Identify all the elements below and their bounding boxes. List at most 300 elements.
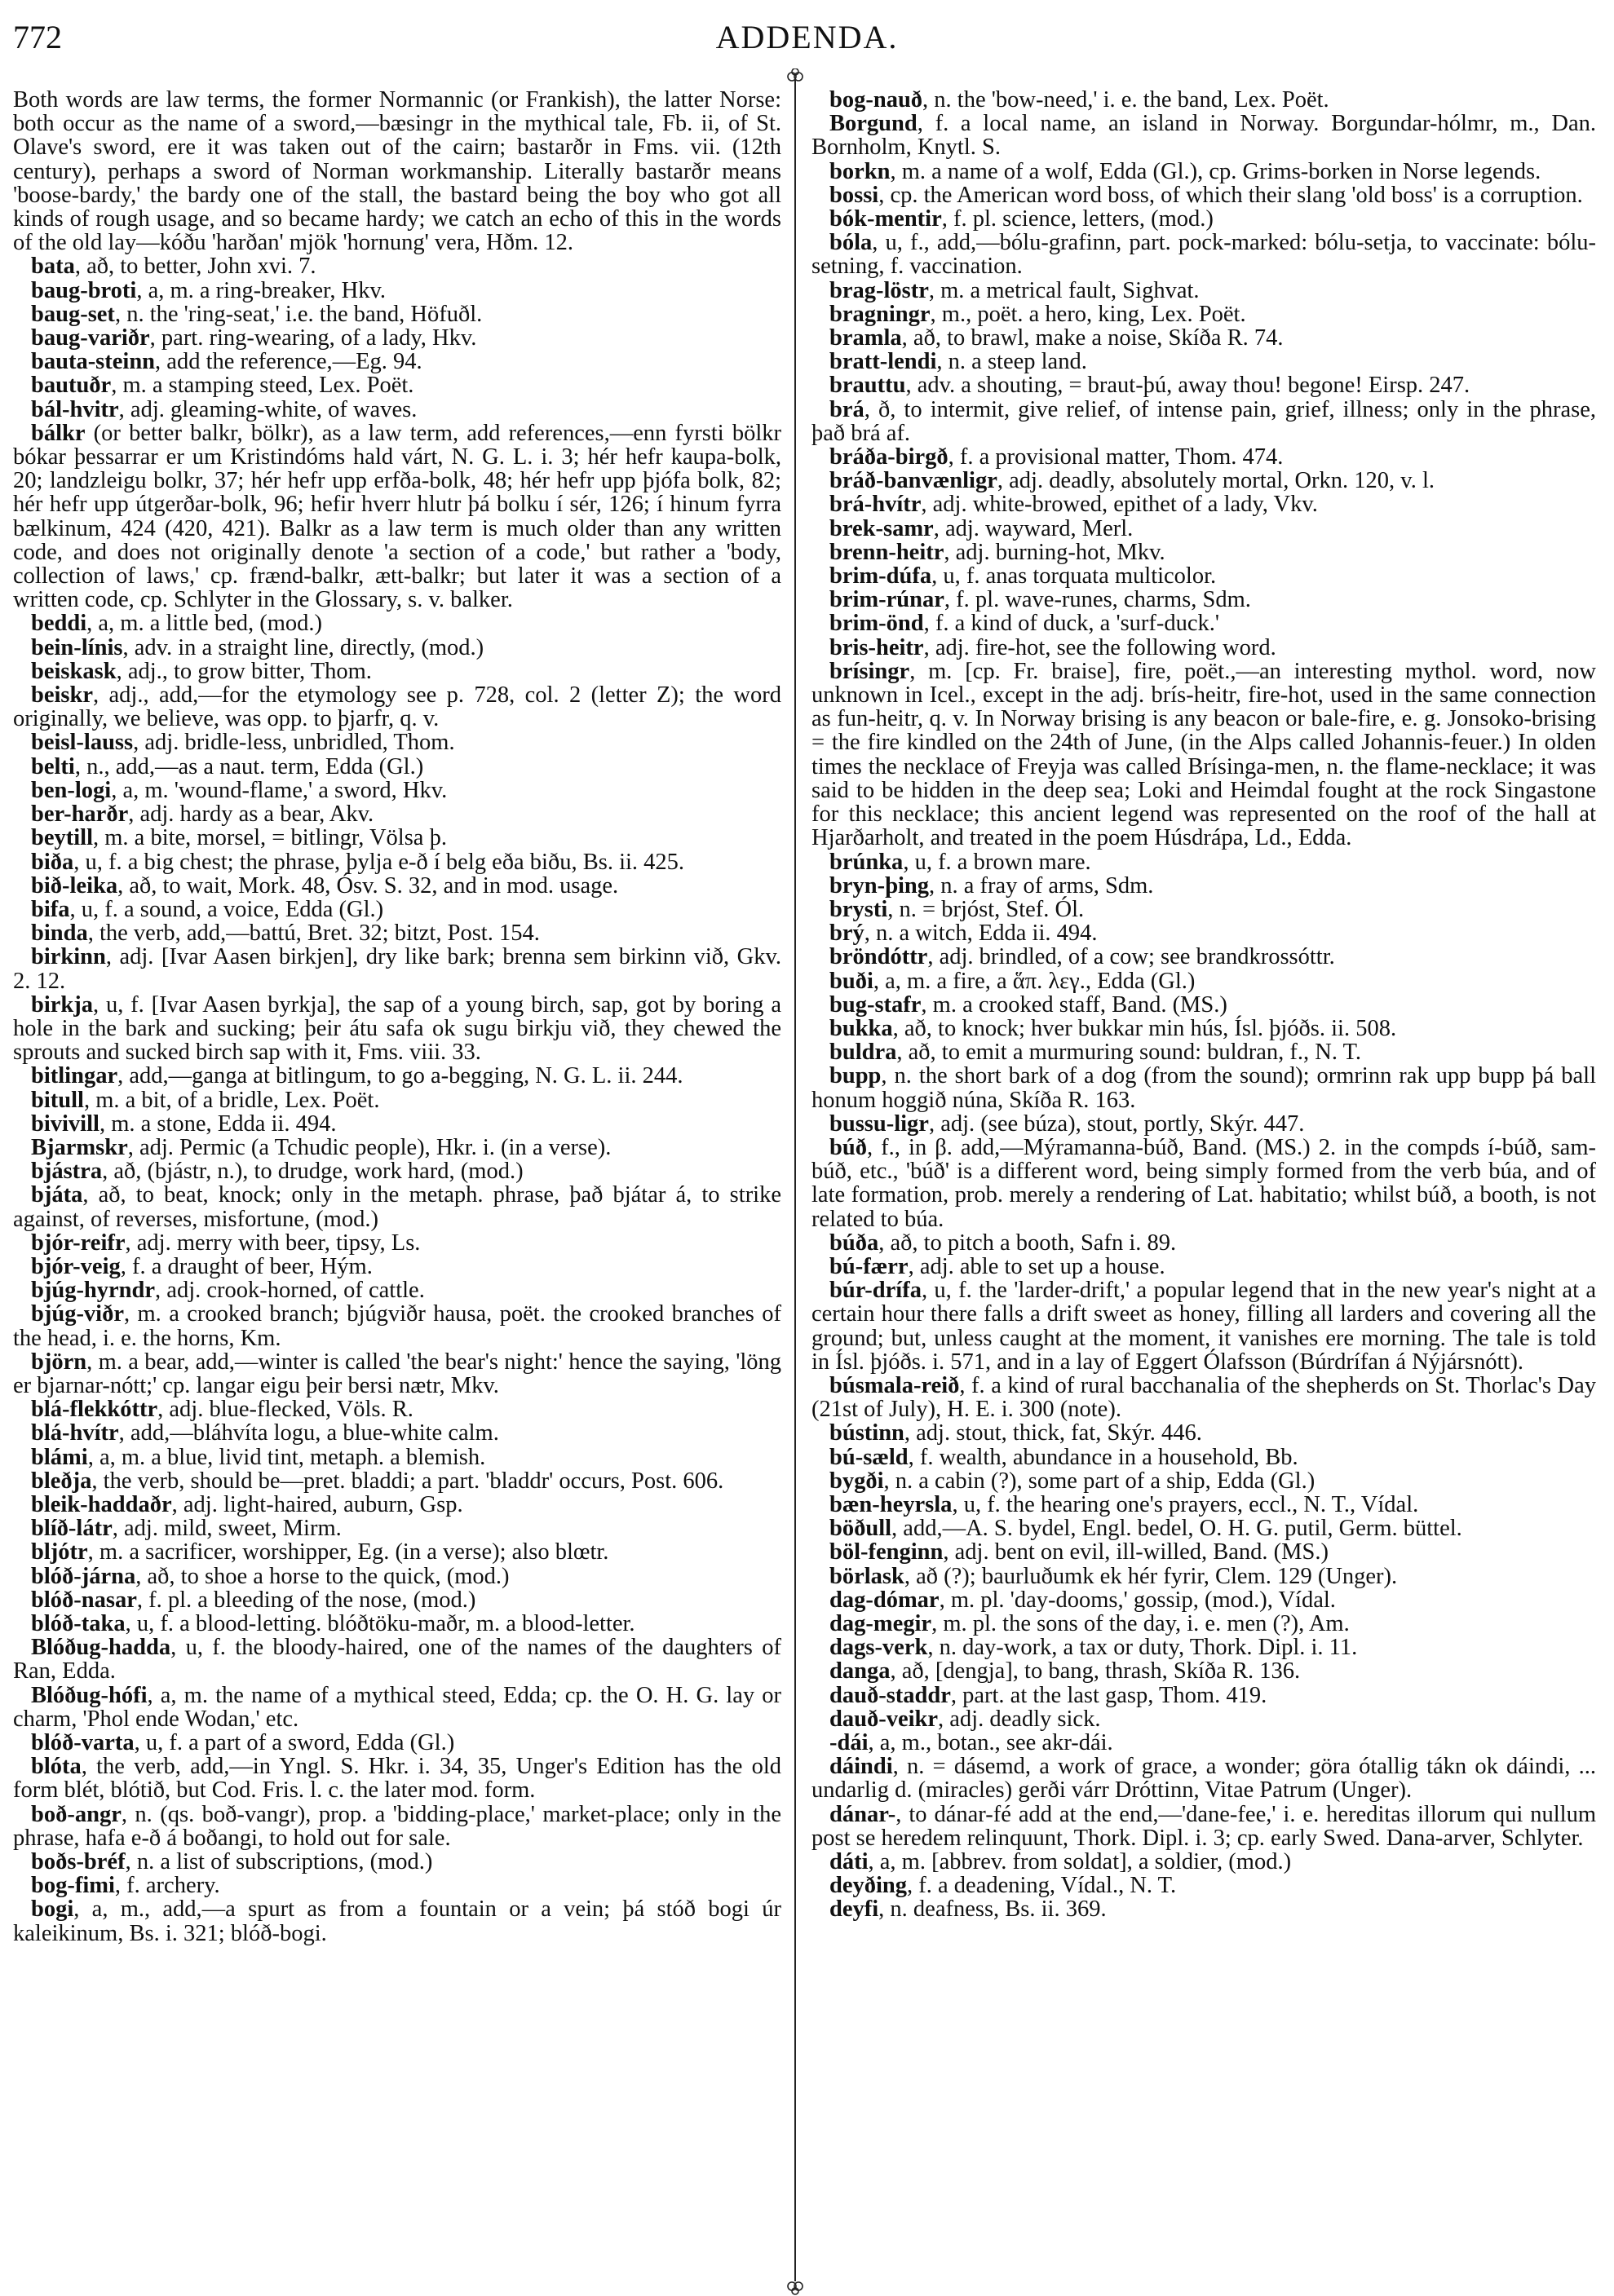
entry-definition: , a, m. a fire, a ἅπ. λεγ., Edda (Gl.) [873, 968, 1196, 994]
entry-headword: björn [31, 1349, 87, 1375]
entry-definition: , adj. (see búza), stout, portly, Skýr. 447. [928, 1110, 1305, 1137]
entry-definition: , a, m. a little bed, (mod.) [86, 611, 323, 637]
dictionary-entry [13, 1421, 781, 1445]
dictionary-entry [811, 231, 1596, 278]
dictionary-entry [13, 1255, 781, 1278]
entry-headword: blóð-varta [31, 1730, 135, 1756]
entry-definition: , n. a steep land. [936, 349, 1087, 375]
entry-headword: bifa [31, 896, 70, 922]
entry-definition: , n. = brjóst, Stef. Ól. [887, 896, 1085, 922]
entry-headword: brim-rúnar [829, 587, 944, 613]
entry-headword: böl-fenginn [829, 1539, 944, 1565]
entry-definition: , m. a name of a wolf, Edda (Gl.), cp. Grims-borken in Norse legends. [890, 158, 1541, 184]
entry-definition: , f. a local name, an island in Norway. Borgundar-hólmr, m., Dan. Bornholm, Knytl. S. [811, 111, 1596, 161]
dictionary-entry [811, 1255, 1596, 1278]
entry-definition: , m. a stone, Edda ii. 494. [99, 1110, 337, 1137]
dictionary-entry [13, 1636, 781, 1683]
entry-headword: Bjarmskr [31, 1134, 128, 1160]
entry-definition: , add,—ganga at bitlingum, to go a-begging, N. G. L. ii. 244. [117, 1063, 683, 1089]
entry-headword: dauð-staddr [829, 1682, 951, 1708]
entry-headword: bók-mentir [829, 206, 942, 232]
entry-definition: , a, m. 'wound-flame,' a sword, Hkv. [111, 777, 448, 803]
entry-definition: , f. a deadening, Vídal., N. T. [907, 1873, 1177, 1899]
entry-definition: , n. the short bark of a dog (from the sound); ormrinn rak upp bupp þá ball honum hoggið núna, Skíða R. 163. [811, 1063, 1596, 1113]
dictionary-entry [811, 160, 1596, 183]
entry-headword: bálkr [31, 420, 86, 446]
dictionary-entry [811, 183, 1596, 207]
dictionary-entry [13, 1540, 781, 1564]
dictionary-entry [811, 398, 1596, 445]
dictionary-entry [811, 302, 1596, 326]
entry-headword: Blóðug-hófi [31, 1682, 148, 1708]
entry-definition: , u, f. a sound, a voice, Edda (Gl.) [69, 896, 384, 922]
entry-definition: , n. a fray of arms, Sdm. [928, 872, 1154, 899]
entry-headword: brá [829, 396, 864, 422]
entry-definition: , m. a stamping steed, Lex. Poët. [111, 373, 414, 399]
entry-definition: , n., add,—as a naut. term, Edda (Gl.) [74, 753, 424, 779]
dictionary-entry [811, 492, 1596, 516]
dictionary-entry [811, 1565, 1596, 1588]
dictionary-entry [811, 993, 1596, 1017]
entry-headword: bjástra [31, 1159, 103, 1185]
entry-definition: (or better balkr, bölkr), as a law term, add references,—enn fyrsti bölkr bókar þessarrar er um Kristindóms hald várt, N. G. L. i. 3; hér hefr kaupa-bolk, 20; landzleigu bolkr, 37; hér hefr upp erfða-bolk, 48; hér hefr upp þjófa bolk, 82; hér hefr upp útgerðar-bolk, 96; hefir hverr hlutr þá bolku í sér, 126; í hinum fyrra bælkinum, 424 (420, 421). Balkr as a law term is much older than any written code, and does not originally denote 'a section of a code,' but rather a 'body, collection of laws,' cp. frænd-balkr, ætt-balkr; but later it was a section of a written code, cp. Schlyter in the Glossary, s. v. balker. [13, 420, 781, 613]
entry-headword: brenn-heitr [829, 539, 944, 565]
dictionary-entry [13, 1446, 781, 1469]
entry-headword: bog-nauð [829, 87, 923, 113]
entry-headword: brísingr [829, 658, 910, 684]
entry-definition: , adj. mild, sweet, Mirm. [112, 1516, 342, 1542]
entry-headword: bæn-heyrsla [829, 1491, 953, 1517]
entry-headword: blóð-járna [31, 1563, 136, 1589]
dictionary-entry [811, 1731, 1596, 1755]
entry-definition: , a, m. [abbrev. from soldat], a soldier, (mod.) [868, 1849, 1292, 1875]
entry-definition: , m. a bit, of a bridle, Lex. Poët. [83, 1087, 380, 1113]
entry-definition: , adj. bent on evil, ill-willed, Band. (MS.) [943, 1539, 1329, 1565]
dictionary-entry [811, 1874, 1596, 1897]
entry-definition: , m. pl. 'day-dooms,' gossip, (mod.), Vídal. [939, 1587, 1336, 1613]
entry-definition: , add,—A. S. bydel, Engl. bedel, O. H. G. putil, Germ. büttel. [891, 1516, 1462, 1542]
entry-headword: dáindi [829, 1754, 893, 1780]
entry-headword: bug-stafr [829, 991, 922, 1018]
entry-definition: , n. the 'ring-seat,' i.e. the band, Höfuðl. [114, 301, 483, 327]
entry-headword: bog-fimi [31, 1873, 115, 1899]
dictionary-entry [13, 874, 781, 898]
entry-headword: bygði [829, 1468, 884, 1494]
dictionary-entry [13, 302, 781, 326]
dictionary-entry [13, 88, 781, 254]
entry-headword: bjór-reifr [31, 1230, 126, 1256]
entry-headword: brek-samr [829, 515, 934, 541]
dictionary-entry [811, 469, 1596, 492]
entry-headword: bröndóttr [829, 944, 928, 970]
entry-headword: deyfi [829, 1896, 879, 1923]
dictionary-entry [811, 588, 1596, 612]
entry-definition: , adj. stout, thick, fat, Skýr. 446. [904, 1420, 1202, 1446]
entry-definition: , adj. bridle-less, unbridled, Thom. [133, 730, 455, 756]
entry-headword: búsmala-reið [829, 1372, 960, 1398]
dictionary-entry [811, 1707, 1596, 1731]
dictionary-entry [811, 1803, 1596, 1850]
dictionary-entry [13, 945, 781, 992]
entry-definition: , adj. deadly sick. [938, 1706, 1101, 1732]
entry-headword: bú-færr [829, 1253, 909, 1279]
entry-definition: , m., poët. a hero, king, Lex. Poët. [930, 301, 1246, 327]
dictionary-entry [811, 660, 1596, 850]
entry-definition: , adj. wayward, Merl. [933, 515, 1134, 541]
dictionary-entry [811, 517, 1596, 541]
entry-definition: , a, m. the name of a mythical steed, Edda; cp. the O. H. G. lay or charm, 'Phol ende Wodan,' etc. [13, 1682, 781, 1732]
entry-headword: bóla [829, 230, 873, 256]
dictionary-entry [13, 373, 781, 397]
dictionary-entry [811, 1850, 1596, 1874]
entry-definition: , u, f. the bloody-haired, one of the names of the daughters of Ran, Edda. [13, 1635, 781, 1684]
entry-definition: , the verb, add,—in Yngl. S. Hkr. i. 34, 35, Unger's Edition has the old form blét, blótið, but Cod. Fris. l. c. the later mod. form. [13, 1754, 781, 1804]
entry-headword: ber-harðr [31, 801, 129, 828]
entry-definition: , að, to beat, knock; only in the metaph. phrase, það bjátar á, to strike against, of reverses, misfortune, (mod.) [13, 1182, 781, 1232]
page-title: ADDENDA. [715, 19, 899, 55]
entry-definition: , a, m., botan., see akr-dái. [868, 1730, 1113, 1756]
entry-definition: , adj. gleaming-white, of waves. [118, 396, 418, 422]
dictionary-entry [13, 398, 781, 422]
entry-definition: , að, [dengja], to bang, thrash, Skíða R. 136. [890, 1658, 1301, 1684]
entry-definition: , a, m., add,—a spurt as from a fountain or a vein; þá stóð bogi úr kaleikinum, Bs. i. 321; blóð-bogi. [13, 1896, 781, 1946]
entry-definition: , m. [cp. Fr. braise], fire, poët.,—an interesting mythol. word, now unknown in Icel., except in the adj. brís-heitr, fire-hot, used in the same connection as fun-heitr, q. v. In Norway brising is any beacon or bale-fire, e. g. Jonsoko-brising = the fire kindled on the 24th of June, (in the Alps called Johannis-feuer.) In olden times the necklace of Freyja was called Brísinga-men, n. the flame-necklace; it was said to be hidden in the deep sea; Loki and Heimdal fought at the rock Singastone for this necklace; this ancient legend was represented on the roof of the hall at Hjarðarholt, and treated in the poem Húsdrápa, Ld., Edda. [811, 658, 1596, 851]
entry-definition: Both words are law terms, the former Normannic (or Frankish), the latter Norse: both occur as the name of a sword,—bæsingr in the mythical tale, Fb. ii, of St. Olave's sword, ere it was taken out of the cairn; bastarðr in Fms. vii. (12th century), perhaps a sword of Norman workmanship. Literally bastarðr means 'boose-bardy,' the bardy one of the stall, the bastard being the boy who got all kinds of rough usage, and so became hardy; we catch an echo of this in the words of the old lay—kóðu 'harðan' mjök 'hornung' vera, Hðm. 12. [13, 87, 781, 256]
entry-definition: , adj., add,—for the etymology see p. 728, col. 2 (letter Z); the word originally, we believe, was opp. to þjarfr, q. v. [13, 682, 781, 732]
entry-headword: buldra [829, 1040, 897, 1066]
entry-definition: , f. pl. a bleeding of the nose, (mod.) [136, 1587, 476, 1613]
dictionary-entry [13, 921, 781, 945]
entry-definition: , adj. white-browed, epithet of a lady, Vkv. [921, 492, 1318, 518]
entry-headword: bautuðr [31, 373, 112, 399]
entry-headword: bogi [31, 1896, 74, 1923]
entry-headword: blóð-taka [31, 1611, 126, 1636]
dictionary-entry [13, 350, 781, 373]
entry-headword: bljótr [31, 1539, 88, 1565]
entry-headword: beytill [31, 825, 93, 851]
entry-headword: baug-broti [31, 277, 137, 303]
dictionary-entry [811, 1278, 1596, 1374]
dictionary-entry [811, 1421, 1596, 1445]
entry-headword: dánar- [829, 1801, 896, 1827]
entry-definition: , u, f. a big chest; the phrase, þylja e-ð í belg eða biðu, Bs. ii. 425. [73, 849, 685, 875]
entry-headword: birkinn [31, 944, 106, 970]
entry-headword: buði [829, 968, 873, 994]
entry-definition: , f. pl. science, letters, (mod.) [941, 206, 1214, 232]
entry-definition: , f., in β. add,—Mýramanna-búð, Band. (MS.) 2. in the compds í-búð, sam-búð, etc., 'búð' is a different word, being simply formed from the verb búa, and of late formation, prob. merely a rendering of Lat. habitatio; whilst búð, a booth, is not related to búa. [811, 1134, 1596, 1232]
dictionary-entry [811, 1136, 1596, 1231]
entry-definition: , að, to pitch a booth, Safn i. 89. [878, 1230, 1177, 1256]
entry-definition: , ð, to intermit, give relief, of intense pain, grief, illness; only in the phrase, það brá af. [811, 396, 1596, 446]
entry-headword: bramla [829, 325, 902, 351]
dictionary-entry [811, 1540, 1596, 1564]
dictionary-entry [13, 1517, 781, 1540]
dictionary-entry [811, 636, 1596, 660]
entry-headword: brim-dúfa [829, 563, 932, 589]
entry-headword: dag-megir [829, 1611, 932, 1636]
entry-headword: dauð-veikr [829, 1706, 939, 1732]
entry-headword: bryn-þing [829, 872, 929, 899]
dictionary-entry [811, 541, 1596, 564]
entry-definition: , part. at the last gasp, Thom. 419. [950, 1682, 1267, 1708]
entry-headword: Borgund [829, 111, 918, 137]
dictionary-entry [13, 1755, 781, 1802]
entry-headword: bussu-ligr [829, 1110, 929, 1137]
entry-headword: boðs-bréf [31, 1849, 126, 1875]
entry-definition: , m. a bear, add,—winter is called 'the bear's night:' hence the saying, 'löng er bjarnar-nótt;' cp. langar eigu þeir bersi nætr, Mkv. [13, 1349, 781, 1398]
entry-definition: , að, to wait, Mork. 48, Ósv. S. 32, and in mod. usage. [117, 872, 619, 899]
entry-definition: , f. pl. wave-runes, charms, Sdm. [944, 587, 1251, 613]
entry-definition: , u, f. anas torquata multicolor. [931, 563, 1217, 589]
entry-definition: , adj. crook-horned, of cattle. [155, 1278, 425, 1304]
dictionary-entry [13, 1588, 781, 1612]
entry-definition: , adj. burning-hot, Mkv. [944, 539, 1165, 565]
entry-headword: beiskr [31, 682, 94, 709]
entry-definition: , f. wealth, abundance in a household, Bb. [908, 1444, 1298, 1470]
entry-definition: , adv. in a straight line, directly, (mod.) [122, 634, 484, 660]
entry-definition: , m. a sacrificer, worshipper, Eg. (in a verse); also blœtr. [87, 1539, 609, 1565]
entry-headword: brauttu [829, 373, 906, 399]
entry-headword: bjúg-hyrndr [31, 1278, 156, 1304]
dictionary-entry [811, 1064, 1596, 1111]
dictionary-entry [811, 1897, 1596, 1921]
entry-headword: beisl-lauss [31, 730, 134, 756]
entry-headword: böðull [829, 1516, 892, 1542]
entry-definition: , f. a kind of rural bacchanalia of the shepherds on St. Thorlac's Day (21st of July), H. E. i. 300 (note). [811, 1372, 1596, 1423]
entry-headword: búða [829, 1230, 879, 1256]
entry-definition: , f. archery. [114, 1873, 220, 1899]
dictionary-entry [13, 683, 781, 731]
dictionary-entry [811, 1112, 1596, 1136]
entry-definition: , u, f. the hearing one's prayers, eccl., N. T., Vídal. [952, 1491, 1419, 1517]
entry-definition: , part. ring-wearing, of a lady, Hkv. [149, 325, 477, 351]
dictionary-entry [13, 993, 781, 1065]
entry-headword: bivivill [31, 1110, 99, 1137]
entry-headword: brag-löstr [829, 277, 929, 303]
dictionary-entry [13, 612, 781, 635]
entry-definition: , n. a cabin (?), some part of a ship, Edda (Gl.) [883, 1468, 1316, 1494]
entry-headword: bata [31, 254, 75, 280]
entry-definition: , add,—bláhvíta logu, a blue-white calm. [118, 1420, 499, 1446]
entry-definition: , adj. deadly, absolutely mortal, Orkn. 120, v. l. [997, 468, 1435, 494]
dictionary-entry [13, 1302, 781, 1349]
dictionary-entry [811, 1659, 1596, 1683]
dictionary-entry [13, 1064, 781, 1088]
dictionary-entry [811, 564, 1596, 588]
entry-headword: bústinn [829, 1420, 904, 1446]
entry-definition: , u, f. [Ivar Aasen byrkja], the sap of a young birch, sap, got by boring a hole in the bark and sucking; þeir átu safa ok sugu birkju við, they chewed the sprouts and sucked birch sap with it, Fms. viii. 33. [13, 991, 781, 1066]
entry-definition: , adj. blue-flecked, Völs. R. [157, 1397, 413, 1423]
entry-definition: , n. deafness, Bs. ii. 369. [878, 1896, 1107, 1923]
entry-definition: , adj. [Ivar Aasen birkjen], dry like bark; brenna sem birkinn við, Gkv. 2. 12. [13, 944, 781, 994]
entry-definition: , adj. merry with beer, tipsy, Ls. [125, 1230, 421, 1256]
dictionary-entry [811, 969, 1596, 993]
dictionary-entry [13, 802, 781, 826]
dictionary-entry [13, 779, 781, 802]
dictionary-entry [13, 254, 781, 278]
entry-definition: , u, f. a blood-letting. blóðtöku-maðr, m. a blood-letter. [125, 1611, 635, 1636]
entry-definition: , n. = dásemd, a work of grace, a wonder; göra ótallig tákn ok dáindi, ... undarlig d. (miracles) gerði várr Dróttinn, Vitae Patrum (Unger). [811, 1754, 1596, 1804]
entry-headword: bragningr [829, 301, 931, 327]
entry-headword: -dái [829, 1730, 869, 1756]
entry-definition: , að, to better, John xvi. 7. [74, 254, 316, 280]
dictionary-entry [811, 850, 1596, 874]
dictionary-entry [13, 422, 781, 612]
entry-headword: blámi [31, 1444, 88, 1470]
entry-headword: bú-sæld [829, 1444, 909, 1470]
entry-headword: bauta-steinn [31, 349, 156, 375]
entry-definition: , að, to emit a murmuring sound: buldran, f., N. T. [896, 1040, 1362, 1066]
dictionary-entry [13, 660, 781, 683]
dictionary-entry [811, 112, 1596, 159]
entry-headword: bupp [829, 1063, 882, 1089]
entry-definition: , adj. Permic (a Tchudic people), Hkr. i. (in a verse). [127, 1134, 612, 1160]
entry-headword: bleik-haddaðr [31, 1491, 172, 1517]
dictionary-entry [13, 1731, 781, 1755]
entry-definition: , adj. brindled, of a cow; see brandkrossóttr. [927, 944, 1335, 970]
entry-headword: blá-flekkóttr [31, 1397, 158, 1423]
entry-headword: belti [31, 753, 75, 779]
entry-headword: beiskask [31, 658, 117, 684]
entry-definition: , m. a metrical fault, Sighvat. [928, 277, 1200, 303]
dictionary-entry [811, 445, 1596, 469]
entry-definition: , m. pl. the sons of the day, i. e. men (?), Am. [931, 1611, 1350, 1636]
entry-headword: blíð-látr [31, 1516, 113, 1542]
entry-definition: , adj., to grow bitter, Thom. [116, 658, 372, 684]
entry-headword: brá-hvítr [829, 492, 922, 518]
entry-headword: beddi [31, 611, 87, 637]
entry-headword: bitull [31, 1087, 84, 1113]
dictionary-entry [13, 326, 781, 350]
entry-definition: , f. a draught of beer, Hým. [120, 1253, 373, 1279]
dictionary-entry [811, 350, 1596, 373]
ornament-bottom-icon [785, 2272, 806, 2296]
entry-headword: Blóðug-hadda [31, 1635, 171, 1661]
dictionary-entry [811, 1493, 1596, 1517]
entry-definition: , n. the 'bow-need,' i. e. the band, Lex. Poët. [922, 87, 1329, 113]
dictionary-entry [13, 279, 781, 302]
entry-headword: blá-hvítr [31, 1420, 119, 1446]
dictionary-entry [13, 1803, 781, 1850]
dictionary-entry [811, 921, 1596, 945]
dictionary-entry [13, 1897, 781, 1945]
dictionary-entry [13, 1136, 781, 1159]
dictionary-entry [13, 1112, 781, 1136]
dictionary-entry [811, 1612, 1596, 1636]
entry-headword: bið-leika [31, 872, 118, 899]
entry-headword: bukka [829, 1015, 893, 1041]
entry-definition: , m. a bite, morsel, = bitlingr, Völsa þ. [93, 825, 447, 851]
entry-definition: , to dánar-fé add at the end,—'dane-fee,' i. e. hereditas illorum qui nullum post se heredem relinquunt, Thork. Dipl. i. 3; cp. early Swed. Dana-arver, Schlyter. [811, 1801, 1596, 1851]
left-column [13, 88, 781, 1945]
dictionary-entry [13, 1612, 781, 1636]
entry-headword: bitlingar [31, 1063, 118, 1089]
entry-headword: ben-logi [31, 777, 112, 803]
entry-definition: , n. day-work, a tax or duty, Thork. Dipl. i. 11. [927, 1635, 1358, 1661]
entry-definition: , adj. able to set up a house. [908, 1253, 1165, 1279]
entry-definition: , að, (bjástr, n.), to drudge, work hard, (mod.) [102, 1159, 524, 1185]
entry-definition: , adj. hardy as a bear, Akv. [128, 801, 374, 828]
dictionary-entry [13, 755, 781, 779]
dictionary-entry [13, 826, 781, 850]
dictionary-entry [811, 1517, 1596, 1540]
entry-headword: brý [829, 921, 864, 947]
dictionary-entry [811, 874, 1596, 898]
entry-definition: , n. (qs. boð-vangr), prop. a 'bidding-place,' market-place; only in the phrase, hafa e-ð á boðangi, to hold out for sale. [13, 1801, 781, 1851]
entry-definition: , f. a provisional matter, Thom. 474. [948, 444, 1284, 470]
dictionary-entry [13, 1469, 781, 1493]
entry-headword: bjór-veig [31, 1253, 121, 1279]
dictionary-entry [811, 1231, 1596, 1255]
dictionary-entry [811, 1588, 1596, 1612]
dictionary-entry [811, 1040, 1596, 1064]
entry-definition: , a, m. a ring-breaker, Hkv. [136, 277, 386, 303]
dictionary-entry [13, 1231, 781, 1255]
entry-headword: bjúg-viðr [31, 1301, 124, 1327]
entry-headword: baug-set [31, 301, 115, 327]
entry-definition: , add the reference,—Eg. 94. [155, 349, 422, 375]
entry-headword: boð-angr [31, 1801, 122, 1827]
dictionary-entry [811, 1755, 1596, 1802]
entry-headword: bossi [829, 182, 879, 208]
entry-headword: bjáta [31, 1182, 83, 1208]
dictionary-entry [13, 1350, 781, 1397]
dictionary-entry [811, 326, 1596, 350]
entry-headword: dáti [829, 1849, 869, 1875]
dictionary-entry [811, 1446, 1596, 1469]
entry-headword: blóta [31, 1754, 82, 1780]
entry-definition: , u, f. the 'larder-drift,' a popular legend that in the new year's night at a certain hour there falls a drift sweet as honey, filling all larders and covering all the ground; but, unless caught at the moment, it vanishes ere morning. The tale is told in Ísl. þjóðs. i. 571, and in a lay of Eggert Ólafsson (Búrdrífan á Nýjársnótt). [811, 1278, 1596, 1375]
entry-definition: , adj. light-haired, auburn, Gsp. [171, 1491, 463, 1517]
entry-definition: , cp. the American word boss, of which their slang 'old boss' is a corruption. [878, 182, 1583, 208]
entry-definition: , adj. fire-hot, see the following word. [923, 634, 1276, 660]
entry-definition: , að, to brawl, make a noise, Skíða R. 74. [901, 325, 1284, 351]
entry-headword: bratt-lendi [829, 349, 937, 375]
entry-headword: baug-variðr [31, 325, 150, 351]
dictionary-entry [13, 1874, 781, 1897]
entry-headword: bris-heitr [829, 634, 924, 660]
entry-definition: , n. a list of subscriptions, (mod.) [125, 1849, 433, 1875]
entry-definition: , adv. a shouting, = braut-þú, away thou! begone! Eirsp. 247. [905, 373, 1470, 399]
entry-headword: búr-drífa [829, 1278, 922, 1304]
entry-definition: , u, f., add,—bólu-grafinn, part. pock-marked: bólu-setja, to vaccinate: bólu-setning, f. vaccination. [811, 230, 1596, 280]
dictionary-entry [811, 898, 1596, 921]
dictionary-entry [811, 279, 1596, 302]
dictionary-entry [13, 1397, 781, 1421]
dictionary-entry [811, 945, 1596, 969]
entry-definition: , m. a crooked staff, Band. (MS.) [921, 991, 1227, 1018]
entry-headword: brúnka [829, 849, 904, 875]
entry-definition: , u, f. a brown mare. [903, 849, 1091, 875]
entry-headword: blóð-nasar [31, 1587, 137, 1613]
dictionary-entry [811, 207, 1596, 231]
dictionary-entry [13, 1159, 781, 1183]
entry-headword: bleðja [31, 1468, 92, 1494]
entry-headword: bál-hvitr [31, 396, 119, 422]
dictionary-entry [811, 1636, 1596, 1659]
entry-headword: danga [829, 1658, 891, 1684]
dictionary-entry [13, 1278, 781, 1302]
dictionary-entry [13, 1850, 781, 1874]
dictionary-entry [13, 731, 781, 754]
entry-headword: búð [829, 1134, 867, 1160]
dictionary-entry [811, 1684, 1596, 1707]
dictionary-entry [13, 1493, 781, 1517]
entry-headword: birkja [31, 991, 94, 1018]
entry-headword: bráða-birgð [829, 444, 949, 470]
entry-headword: binda [31, 921, 88, 947]
entry-headword: brim-önd [829, 611, 924, 637]
